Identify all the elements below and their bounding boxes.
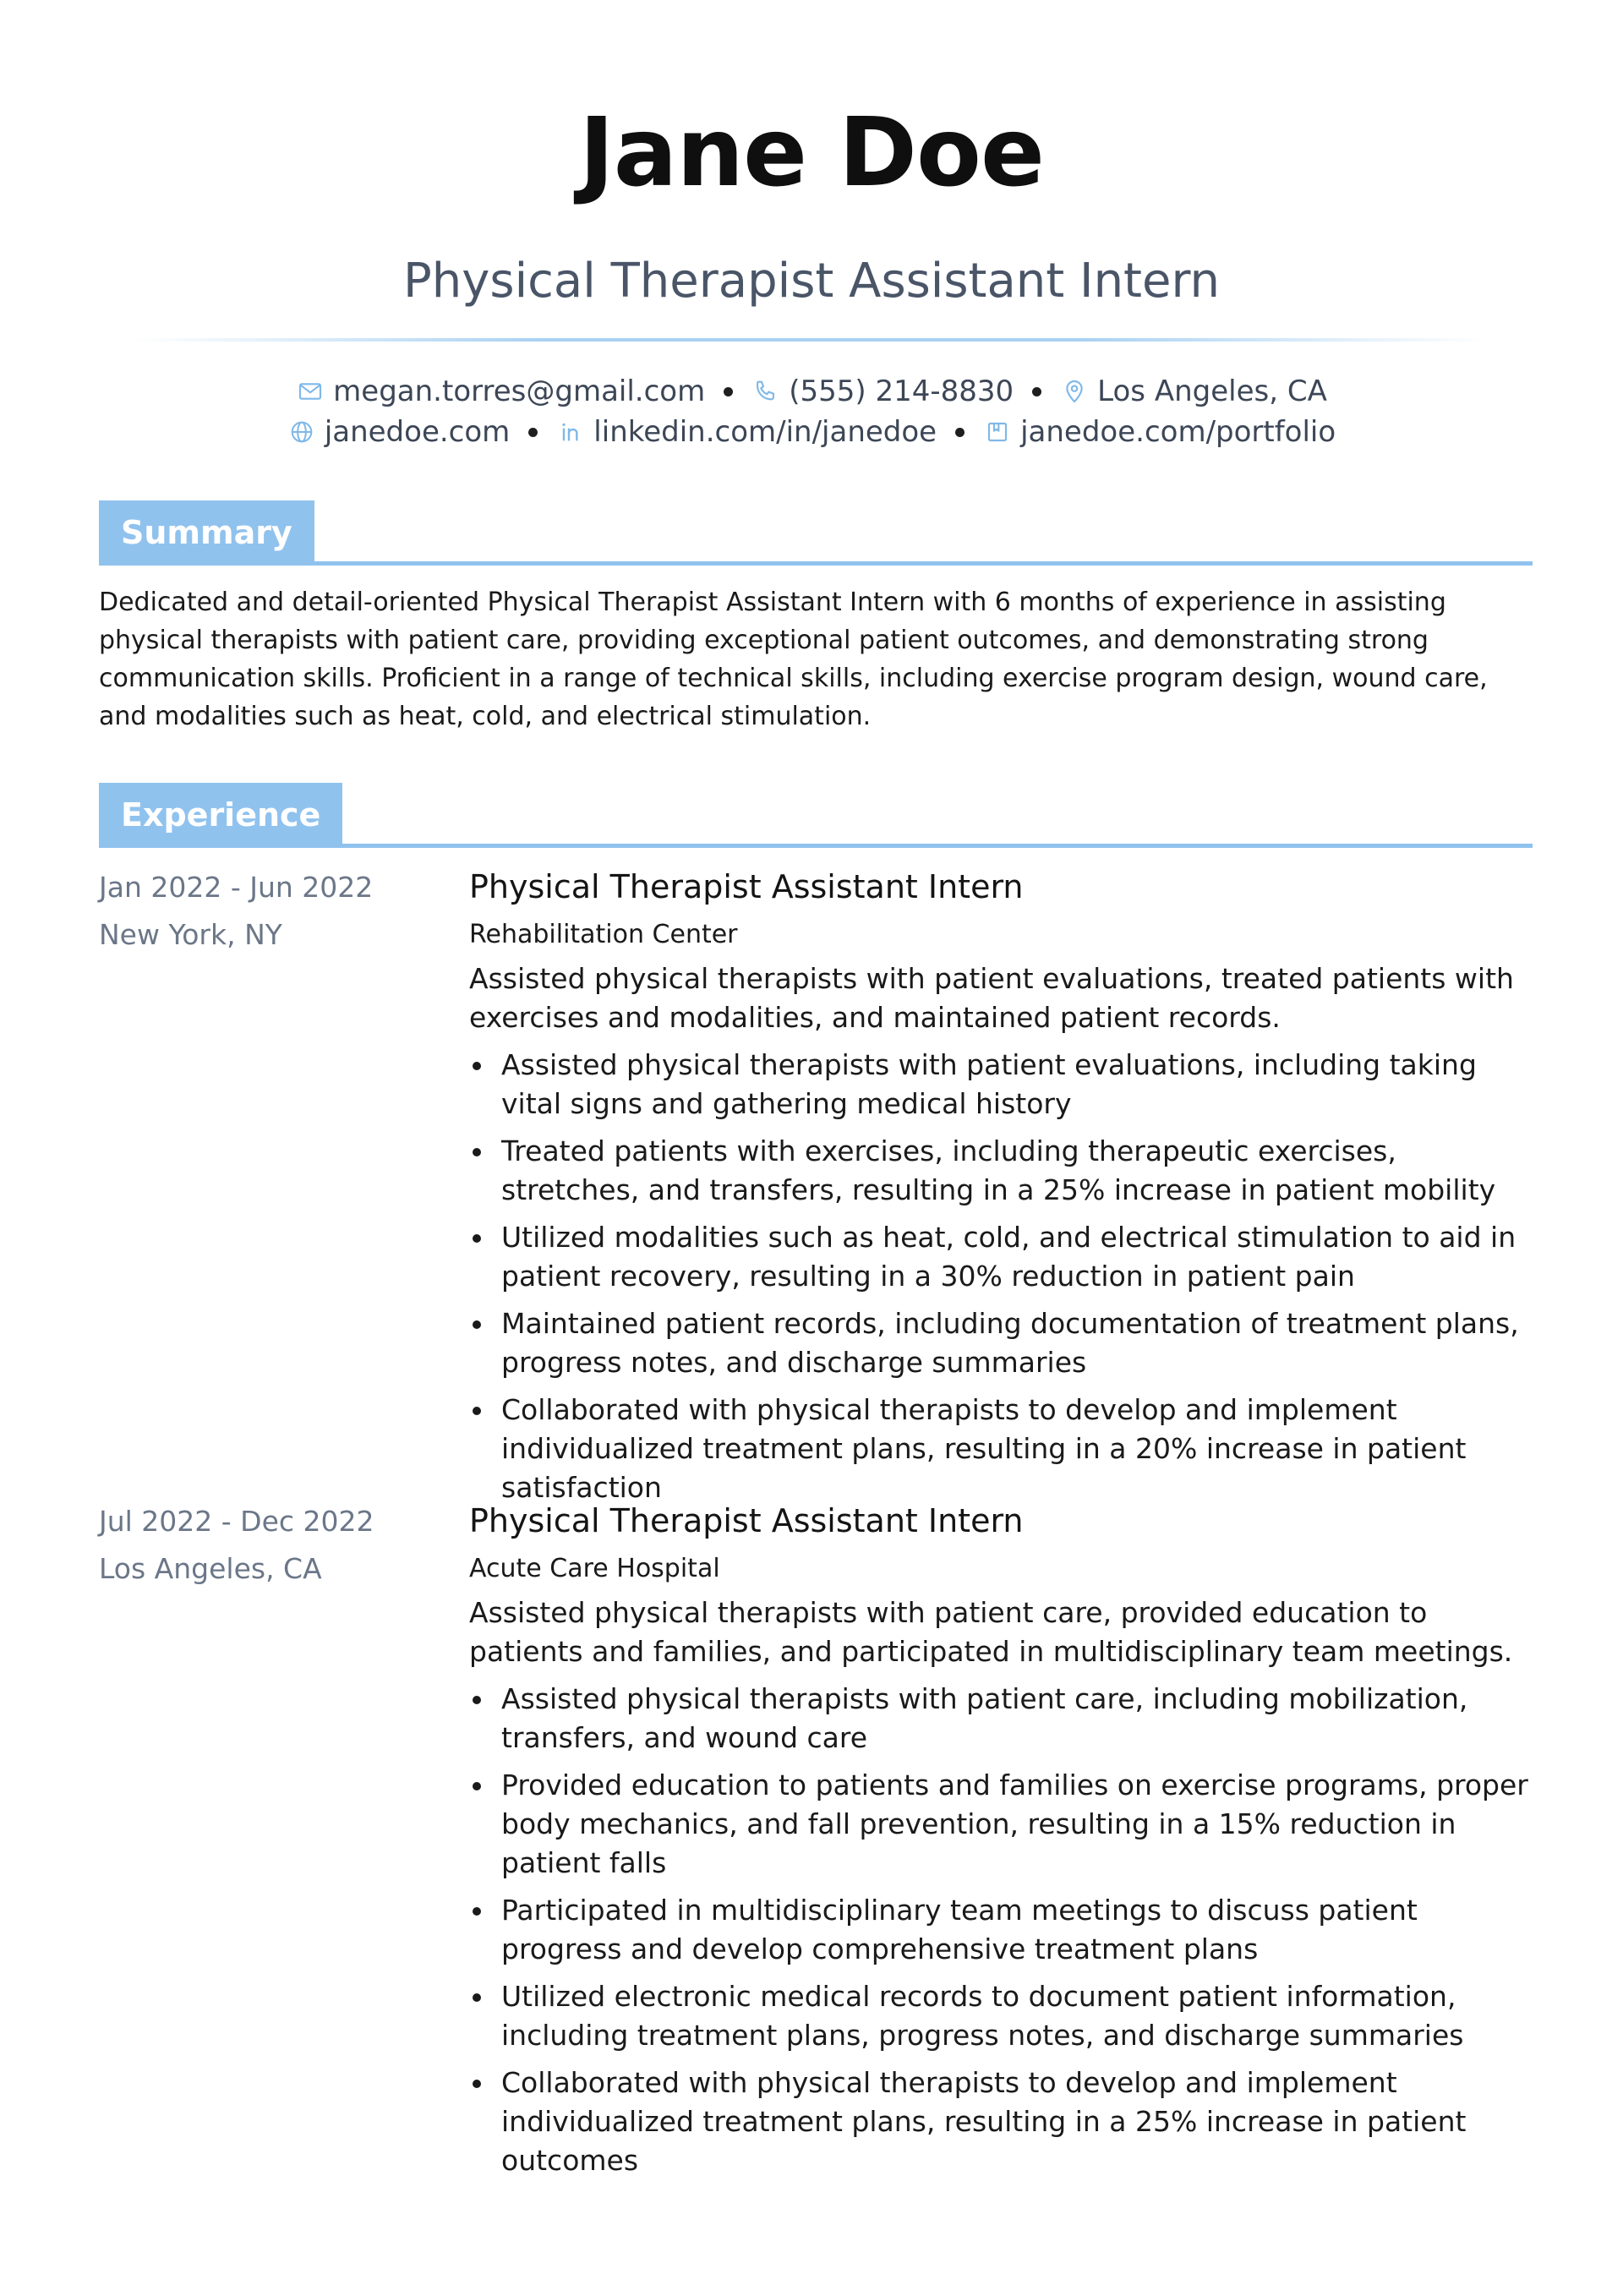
job-bullet-text: Collaborated with physical therapists to develop and implement individualized treatment plans, resulting in a 20% increase in patient satisfaction	[501, 1393, 1467, 1504]
globe-icon	[287, 418, 316, 446]
bullet-dot	[473, 2080, 481, 2088]
job-bullet	[469, 1391, 1543, 1507]
job-bullet	[469, 1304, 1543, 1382]
job-bullet-list	[469, 1046, 1543, 1507]
job-bullet-text: Assisted physical therapists with patient care, including mobilization, transfers, and wound care	[501, 1682, 1468, 1754]
separator-dot	[724, 387, 733, 396]
job-company: Rehabilitation Center	[469, 920, 738, 949]
location-pin-icon	[1060, 377, 1089, 406]
contact-email[interactable]	[296, 374, 706, 408]
bullet-dot	[473, 1234, 481, 1243]
job-bullet	[469, 1218, 1543, 1296]
job-bullet	[469, 2064, 1543, 2180]
job-bullet	[469, 1891, 1543, 1969]
summary-heading: Summary	[99, 500, 314, 565]
job-bullet-text: Participated in multidisciplinary team meetings to discuss patient progress and develop comprehensive treatment plans	[501, 1894, 1418, 1965]
contact-phone[interactable]	[751, 374, 1014, 408]
contact-row-primary	[0, 374, 1623, 408]
candidate-name: Jane Doe	[579, 98, 1044, 208]
job-bullet	[469, 1766, 1543, 1883]
summary-text: Dedicated and detail-oriented Physical Therapist Assistant Intern with 6 months of experience in assisting physical therapists with patient care, providing exceptional patient outcomes, and demonstrating strong communication skills. Proficient in a range of technical skills, including exercise program design, wound care, and modalities such as heat, cold, and electrical stimulation.	[99, 588, 1488, 731]
job-details	[469, 1498, 1543, 2189]
contact-row-secondary	[0, 415, 1623, 449]
job-dates: Jul 2022 - Dec 2022	[99, 1505, 374, 1538]
experience-section-header	[99, 783, 1533, 848]
bullet-dot	[473, 1993, 481, 2002]
candidate-role: Physical Therapist Assistant Intern	[403, 254, 1220, 309]
job-bullet-list	[469, 1680, 1543, 2180]
job-dates: Jan 2022 - Jun 2022	[99, 871, 374, 904]
job-bullet-text: Provided education to patients and families on exercise programs, proper body mechanics, and fall prevention, resulting in a 15% reduction in patient falls	[501, 1768, 1528, 1879]
section-divider	[99, 844, 1533, 848]
job-description: Assisted physical therapists with patient evaluations, treated patients with exercises and modalities, and maintained patient records.	[469, 962, 1514, 1034]
phone-icon	[751, 377, 780, 406]
separator-dot	[955, 428, 965, 437]
linkedin-icon	[556, 418, 585, 446]
summary-section-header	[99, 500, 1533, 566]
experience-heading: Experience	[99, 783, 342, 847]
bullet-dot	[473, 1782, 481, 1790]
job-bullet-text: Utilized modalities such as heat, cold, and electrical stimulation to aid in patient recovery, resulting in a 30% reduction in patient pain	[501, 1221, 1516, 1293]
job-location: New York, NY	[99, 918, 282, 951]
contact-linkedin[interactable]	[556, 415, 937, 449]
job-bullet	[469, 1046, 1543, 1123]
job-bullet-text: Assisted physical therapists with patient evaluations, including taking vital signs and gathering medical history	[501, 1048, 1477, 1120]
portfolio-icon	[983, 418, 1012, 446]
contact-email-text: megan.torres@gmail.com	[333, 374, 706, 408]
job-details	[469, 864, 1543, 1516]
job-title: Physical Therapist Assistant Intern	[469, 868, 1024, 905]
job-meta	[99, 864, 437, 959]
contact-website-text: janedoe.com	[324, 415, 511, 449]
contact-phone-text: (555) 214-8830	[789, 374, 1014, 408]
contact-portfolio[interactable]	[983, 415, 1336, 449]
bullet-dot	[473, 1062, 481, 1070]
job-bullet-text: Maintained patient records, including documentation of treatment plans, progress notes, and discharge summaries	[501, 1307, 1519, 1379]
separator-dot	[528, 428, 538, 437]
header-divider	[135, 338, 1488, 342]
contact-website[interactable]	[287, 415, 511, 449]
job-bullet-text: Utilized electronic medical records to document patient information, including treatment plans, progress notes, and discharge summaries	[501, 1980, 1464, 2052]
job-location: Los Angeles, CA	[99, 1552, 322, 1585]
contact-linkedin-text: linkedin.com/in/janedoe	[593, 415, 937, 449]
job-title: Physical Therapist Assistant Intern	[469, 1502, 1024, 1539]
job-meta	[99, 1498, 437, 1593]
section-divider	[99, 561, 1533, 566]
job-description: Assisted physical therapists with patient care, provided education to patients and families, and participated in multidisciplinary team meetings.	[469, 1596, 1513, 1668]
mail-icon	[296, 377, 325, 406]
bullet-dot	[473, 1907, 481, 1916]
bullet-dot	[473, 1407, 481, 1415]
job-bullet	[469, 1680, 1543, 1758]
bullet-dot	[473, 1320, 481, 1329]
bullet-dot	[473, 1148, 481, 1156]
separator-dot	[1032, 387, 1041, 396]
contact-location-text: Los Angeles, CA	[1097, 374, 1327, 408]
contact-portfolio-text: janedoe.com/portfolio	[1020, 415, 1336, 449]
contact-location	[1060, 374, 1327, 408]
bullet-dot	[473, 1696, 481, 1704]
job-bullet	[469, 1977, 1543, 2055]
job-company: Acute Care Hospital	[469, 1554, 720, 1583]
job-bullet-text: Treated patients with exercises, including therapeutic exercises, stretches, and transfers, resulting in a 25% increase in patient mobility	[501, 1134, 1496, 1206]
job-bullet	[469, 1132, 1543, 1210]
job-bullet-text: Collaborated with physical therapists to develop and implement individualized treatment plans, resulting in a 25% increase in patient outcomes	[501, 2066, 1467, 2177]
